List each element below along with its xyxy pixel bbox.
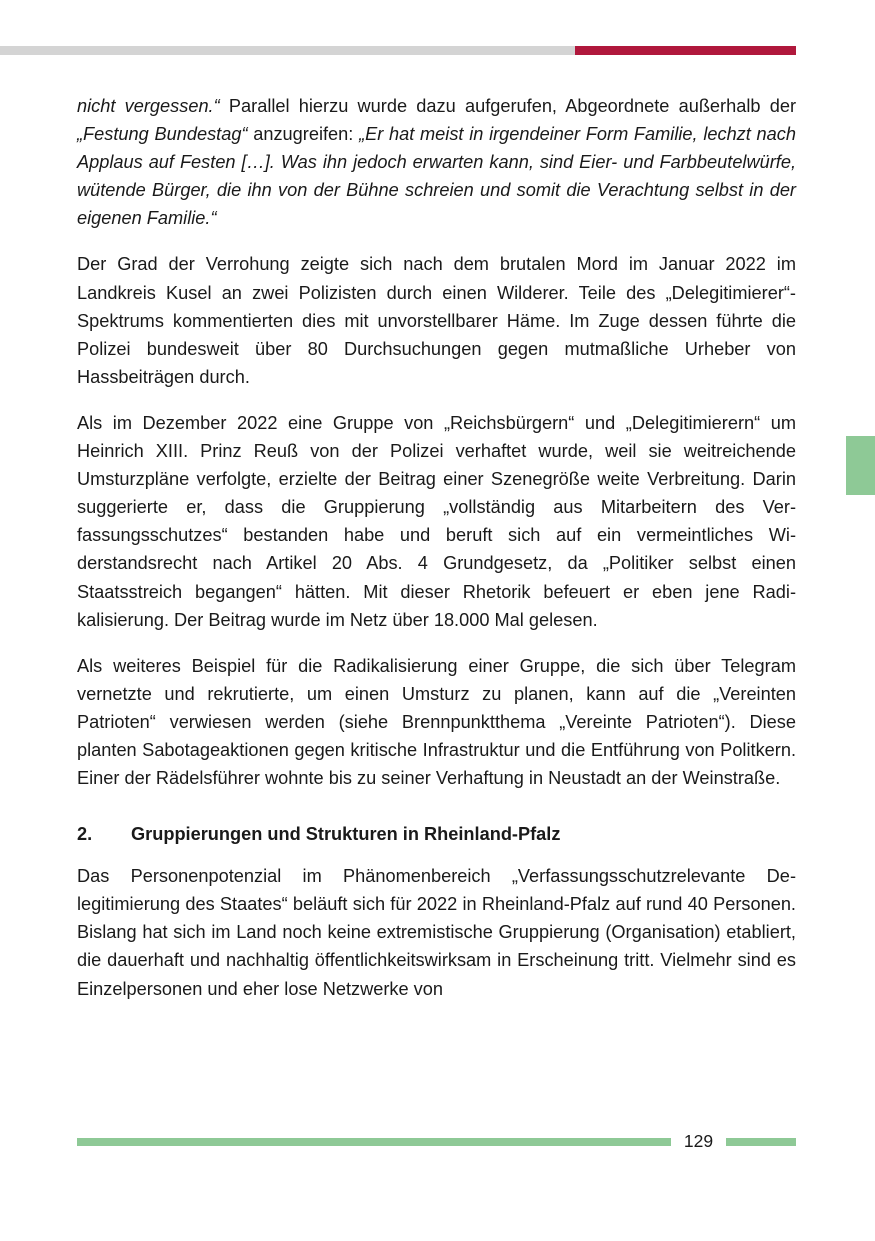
section-title: Gruppierungen und Strukturen in Rheinland-Pfalz	[131, 824, 561, 845]
header-rule-gray	[0, 46, 575, 55]
section-heading	[77, 820, 796, 848]
paragraph-reichsbuerger: Als im Dezember 2022 eine Gruppe von „Reichsbürgern“ und „Delegitimierern“ um Heinrich XIII. Prinz Reuß von der Polizei verhaftet wurde, weil sie weitreichende Umsturzpläne verfolgte, erzielte der Beitrag einer Szenegröße weite Verbreitung. Darin suggerierte er, dass die Gruppierung „vollständig aus Mitarbeitern des Verfassungsschutzes“ bestanden habe und beruft sich auf ein vermeintliches Widerstandsrecht nach Artikel 20 Abs. 4 Grundgesetz, da „Politiker selbst einen Staatsstreich begangen“ hätten. Mit dieser Rhetorik befeuert er eben jene Radikalisierung. Der Beitrag wurde im Netz über 18.000 Mal gelesen.	[77, 412, 796, 630]
chapter-side-tab	[846, 436, 875, 495]
paragraph-personenpotenzial: Das Personenpotenzial im Phänomenbereich „Verfassungsschutzrelevante Delegitimierung des Staates“ beläuft sich für 2022 in Rheinland-Pfalz auf rund 40 Personen. Bislang hat sich im Land noch keine extremistische Gruppierung (Organisation) etabliert, die dauerhaft und nachhaltig öffentlichkeitswirksam in Erscheinung tritt. Vielmehr sind es Einzelpersonen und eher lose Netzwerke von	[77, 866, 796, 999]
page-body	[77, 92, 796, 1021]
paragraph-vereinte-patrioten: Als weiteres Beispiel für die Radikalisierung einer Gruppe, die sich über Telegram vernetzte und rekrutierte, um einen Umsturz zu planen, kann auf die „Vereinten Patrioten“ verwiesen werden (siehe Brennpunktthema „Vereinte Patrioten“). Diese planten Sabotageaktionen gegen kritische Infrastruktur und die Entführung von Politkern. Einer der Rädelsführer wohnte bis zu seiner Verhaftung in Neustadt an der Weinstraße.	[77, 655, 796, 789]
quote-text: nicht vergessen.“	[77, 96, 220, 116]
header-rule-red	[575, 46, 796, 55]
body-text: anzugreifen:	[247, 124, 360, 145]
footer-rule-right	[726, 1138, 796, 1146]
quote-text: „Er hat meist in irgendeiner Form Familie, lechzt nach Applaus auf Festen […]. Was ihn jedoch erwarten kann, sind Eier- und Farbbeutelwürfe, wütende Bürger, die ihn von der Bühne schreien und somit die Verachtung selbst in der eigenen Familie.“	[77, 124, 796, 229]
quote-text: „Festung Bundestag“	[77, 124, 248, 145]
section-number: 2.	[77, 824, 93, 845]
paragraph-quote	[77, 92, 796, 232]
body-text: Parallel hierzu wurde dazu aufgerufen, Abgeordnete außerhalb der	[219, 96, 796, 116]
footer-rule-left	[77, 1138, 671, 1146]
paragraph-verrohung: Der Grad der Verrohung zeigte sich nach dem brutalen Mord im Januar 2022 im Landkreis Kusel an zwei Polizisten durch einen Wilderer. Teile des „Delegitimierer“-Spektrums kommentierten dies mit unvorstellbarer Häme. Im Zuge dessen führte die Polizei bundesweit über 80 Durchsuchungen gegen mutmaßliche Urheber von Hassbeiträgen durch.	[77, 254, 796, 387]
page-number: 129	[683, 1131, 714, 1151]
